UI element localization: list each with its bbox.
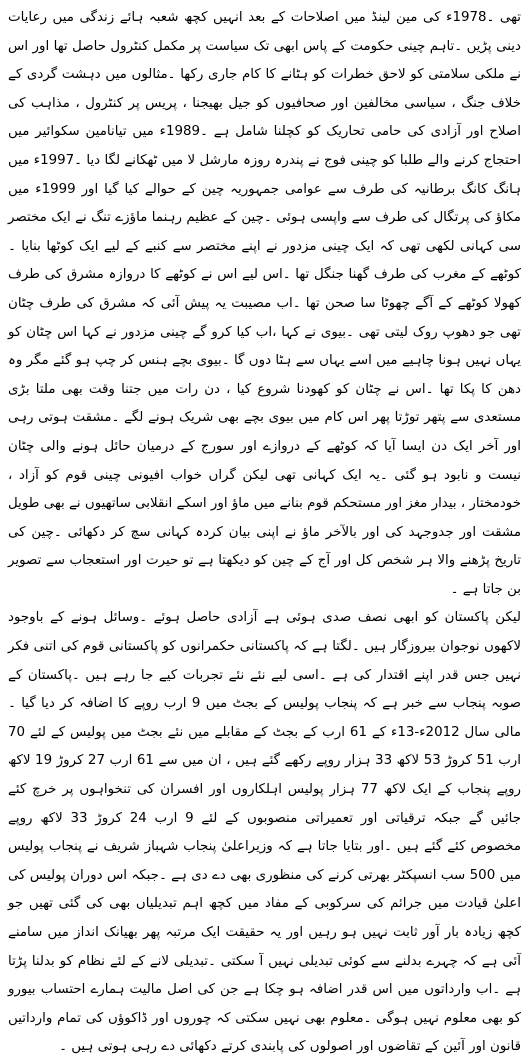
paragraph-china: تھی ۔1978ء کی مین لینڈ میں اصلاحات کے بعد انہیں کچھ شعبہ ہائے زندگی میں رعایات دینی پڑیں ۔تاہم چینی حکومت کے پاس ابھی تک سیاست پر مکمل کنٹرول حاصل تھا اور اس نے ملکی سلامتی کو لاحق خطرات کو ہٹانے کا کام جاری رکھا ۔مثالوں میں دہشت گردی کے خلاف جنگ ، سیاسی مخالفین اور صحافیوں کو جیل بھیجنا ، پریس پر کنٹرول ، مذاہب کی اصلاح اور آزادی کی حامی تحاریک کو کچلنا شامل ہے ۔1989ء میں تیانامین سکوائیر میں احتجاج کرنے والے طلبا کو چینی فوج نے پندرہ روزہ مارشل لا میں ٹھکانے لگا دیا ۔1997ء میں ہانگ کانگ برطانیہ کی طرف سے عوامی جمہوریہ چین کے حوالے کیا گیا اور 1999ء میں مکاؤ کی پرتگال کی طرف سے واپسی ہوئی ۔چین کے عظیم رہنما ماؤزے تنگ نے ایک مختصر سی کہانی لکھی تھی کہ ایک چینی مزدور نے اپنے مختصر سے کنبے کے لیے ایک کوٹھا بنایا ۔کوٹھے کے مغرب کی طرف گھنا جنگل تھا ۔اس لیے اس نے کوٹھے کا دروازہ مشرق کی طرف کھولا کوٹھے کے آگے چھوٹا سا صحن تھا ۔اب مصیبت یہ پیش آئی کہ مشرق کی طرف چٹان تھی جو دھوپ روک لیتی تھی ۔بیوی نے کہا ،اب کیا کرو گے چینی مزدور نے کہا اس چٹان کو یہاں نہیں ہونا چاہیے میں اسے یہاں سے ہٹا دوں گا ۔بیوی بچے ہنس کر چپ ہو گئے مگر وہ دھن کا پکا تھا ۔اس نے چٹان کو کھودنا شروع کیا ، دن رات میں جتنا وقت بھی ملتا بڑی مستعدی سے پتھر توڑتا پھر اس کام میں بیوی بچے بھی شریک ہونے لگے ۔مشقت ہوتی رہی اور آخر ایک دن ایسا آیا کہ کوٹھے کے دروازے اور سورج کے درمیان حائل ہونے والی چٹان نیست و نابود ہو گئی ۔یہ ایک کہانی تھی لیکن گراں خواب افیونی چینی قوم کو آزاد ، خودمختار ، بیدار مغز اور مستحکم قوم بنانے میں ماؤ اور اسکے انقلابی ساتھیوں نے بھی طویل مشقت اور جدوجہد کی اور بالآخر ماؤ نے اپنی بیان کردہ کہانی سچ کر دکھائی ۔چین کی تاریخ پڑھنے والا ہر شخص کل اور آج کے چین کو دیکھتا ہے تو حیرت اور استعجاب سے تصویر بن جاتا ہے ۔ xyxy=(8,10,521,597)
paragraph-pakistan: لیکن پاکستان کو ابھی نصف صدی ہوئی ہے آزادی حاصل ہوئے ۔وسائل ہونے کے باوجود لاکھوں نوجوان بیروزگار ہیں ۔لگتا ہے کہ پاکستانی حکمرانوں کو پاکستانی قوم کی اتنی فکر نہیں جس قدر اپنے اقتدار کی ہے ۔اسی لیے نئے نئے تجربات کیے جا رہے ہیں ۔پاکستان کے صوبہ پنجاب سے خبر ہے کہ پنجاب پولیس کے بجٹ میں 9 ارب روپے کا اضافہ کر دیا گیا ۔مالی سال 2012ء-13ء کے 61 ارب کے بجٹ کے مقابلے میں نئے بجٹ میں پولیس کے لئے 70 ارب 51 کروڑ 53 لاکھ 33 ہزار روپے رکھے گئے ہیں ، ان میں سے 61 ارب 27 کروڑ 19 لاکھ روپے پنجاب کے ایک لاکھ 77 ہزار پولیس اہلکاروں اور افسران کی تنخواہوں پر خرچ کئے جائیں گے جبکہ ترقیاتی اور تعمیراتی منصوبوں کے لئے 9 ارب 24 کروڑ 33 لاکھ روپے مخصوص کئے گئے ہیں ۔اور بتایا جاتا ہے کہ وزیراعلیٰ پنجاب شہباز شریف نے پنجاب پولیس میں 500 سب انسپکٹر بھرتی کرنے کی منظوری بھی دے دی ہے ۔جبکہ اس دوران پولیس کی اعلیٰ قیادت میں جرائم کی سرکوبی کے مفاد میں کچھ اہم تبدیلیاں بھی کی گئی تھیں جو کچھ زیادہ بار آور ثابت نہیں ہو رہیں اور یہ حقیقت ایک مرتبہ پھر بھیانک انداز میں سامنے آئی ہے کہ چہرے بدلنے سے کوئی تبدیلی نہیں آ سکتی ۔تبدیلی لانے کے لئے نظام کو بدلنا پڑتا ہے ۔اب وارداتوں میں اس قدر اضافہ ہو چکا ہے جن کی اصل مالیت ہمارے احتساب بیورو کو بھی معلوم نہیں ہوگی ۔معلوم بھی نہیں سکتی کہ چوروں اور ڈاکوؤں کی تمام وارداتیں قانون اور آئین کے تقاضوں اور اصولوں کی پابندی کرتے دکھائی دے رہی ہوتی ہیں ۔ xyxy=(8,610,522,1055)
article-body xyxy=(8,4,522,1055)
